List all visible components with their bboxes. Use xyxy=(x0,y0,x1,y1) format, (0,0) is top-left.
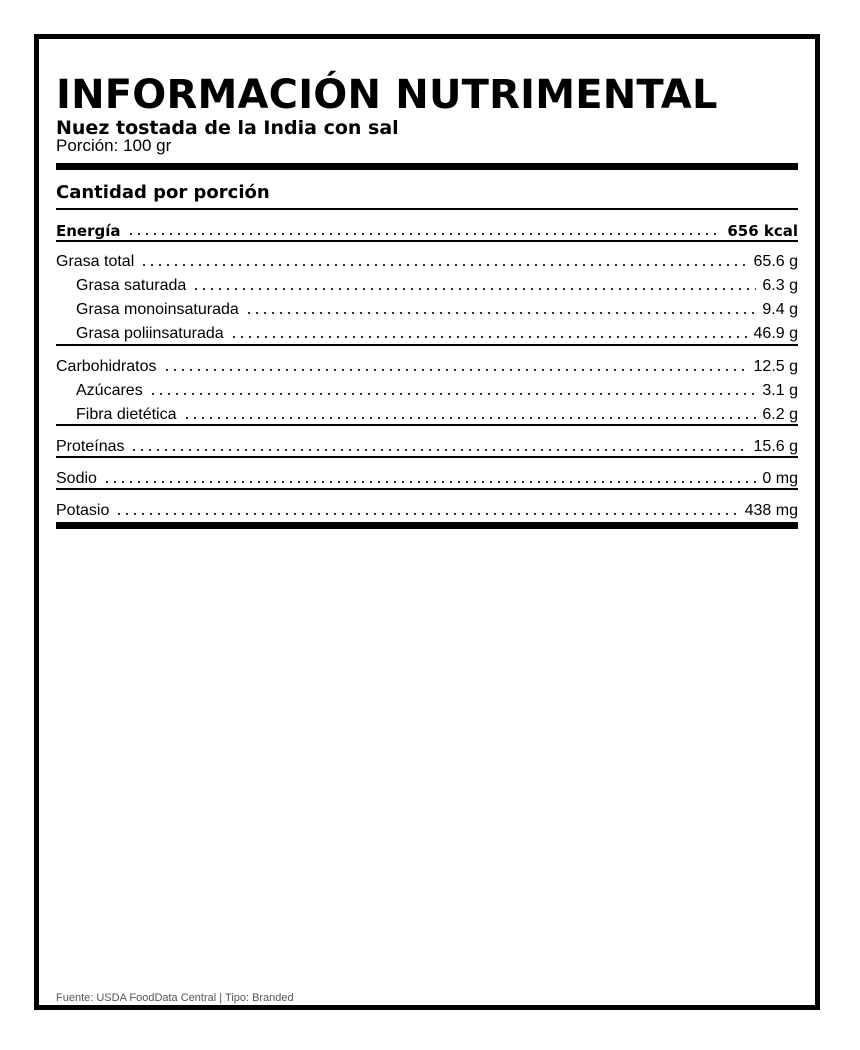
nutrient-value: 6.3 g xyxy=(762,277,798,294)
dot-leader xyxy=(163,357,748,377)
dot-leader xyxy=(230,324,748,344)
nutrient-row-fibra-dietetica xyxy=(56,404,798,426)
row-divider xyxy=(56,344,798,346)
dot-leader xyxy=(130,437,747,457)
nutrient-value: 9.4 g xyxy=(762,301,798,318)
nutrient-name: Grasa monoinsaturada xyxy=(76,301,239,318)
nutrient-name: Grasa saturada xyxy=(76,277,187,294)
nutrient-value: 3.1 g xyxy=(762,382,798,399)
nutrient-name: Carbohidratos xyxy=(56,358,157,375)
portion-size: Porción: 100 gr xyxy=(56,136,172,155)
nutrient-row-grasa-poliinsaturada xyxy=(56,323,798,345)
source-footer: Fuente: USDA FoodData Central | Tipo: Branded xyxy=(56,992,294,1004)
nutrient-value: 12.5 g xyxy=(753,358,798,375)
nutrient-value: 6.2 g xyxy=(762,406,798,423)
nutrient-row-proteinas xyxy=(56,436,798,458)
dot-leader xyxy=(183,405,757,425)
nutrient-name: Proteínas xyxy=(56,438,125,455)
section-divider xyxy=(56,208,798,210)
nutrient-row-grasa-monoinsaturada xyxy=(56,299,798,321)
dot-leader xyxy=(127,221,722,241)
header-divider xyxy=(56,163,798,170)
nutrient-value: 438 mg xyxy=(744,502,798,519)
row-divider xyxy=(56,456,798,458)
footer-divider xyxy=(56,522,798,529)
nutrient-row-grasa-total xyxy=(56,251,798,273)
dot-leader xyxy=(245,300,757,320)
nutrient-row-grasa-saturada xyxy=(56,275,798,297)
nutrient-row-carbohidratos xyxy=(56,356,798,378)
nutrient-row-potasio xyxy=(56,500,798,522)
row-divider xyxy=(56,488,798,490)
nutrient-value: 46.9 g xyxy=(753,325,798,342)
row-divider xyxy=(56,240,798,242)
nutrient-value: 0 mg xyxy=(762,470,798,487)
nutrient-name: Fibra dietética xyxy=(76,406,177,423)
dot-leader xyxy=(103,469,757,489)
nutrient-value: 65.6 g xyxy=(753,253,798,270)
nutrient-name: Potasio xyxy=(56,502,110,519)
nutrient-name: Energía xyxy=(56,222,121,240)
nutrient-name: Grasa total xyxy=(56,253,135,270)
nutrient-value: 656 kcal xyxy=(727,222,798,240)
nutrient-name: Azúcares xyxy=(76,382,143,399)
nutrient-name: Sodio xyxy=(56,470,97,487)
nutrient-row-azucares xyxy=(56,380,798,402)
nutrient-value: 15.6 g xyxy=(753,438,798,455)
nutrition-label-content xyxy=(56,39,798,1005)
dot-leader xyxy=(140,252,747,272)
row-divider xyxy=(56,424,798,426)
product-name: Nuez tostada de la India con sal xyxy=(56,117,399,139)
dot-leader xyxy=(192,276,756,296)
nutrient-row-sodio xyxy=(56,468,798,490)
section-title: Cantidad por porción xyxy=(56,182,270,203)
nutrition-label xyxy=(34,34,820,1010)
dot-leader xyxy=(149,381,757,401)
dot-leader xyxy=(115,501,738,521)
nutrient-name: Grasa poliinsaturada xyxy=(76,325,224,342)
nutrient-row-energia xyxy=(56,220,798,242)
label-title: INFORMACIÓN NUTRIMENTAL xyxy=(56,72,718,118)
